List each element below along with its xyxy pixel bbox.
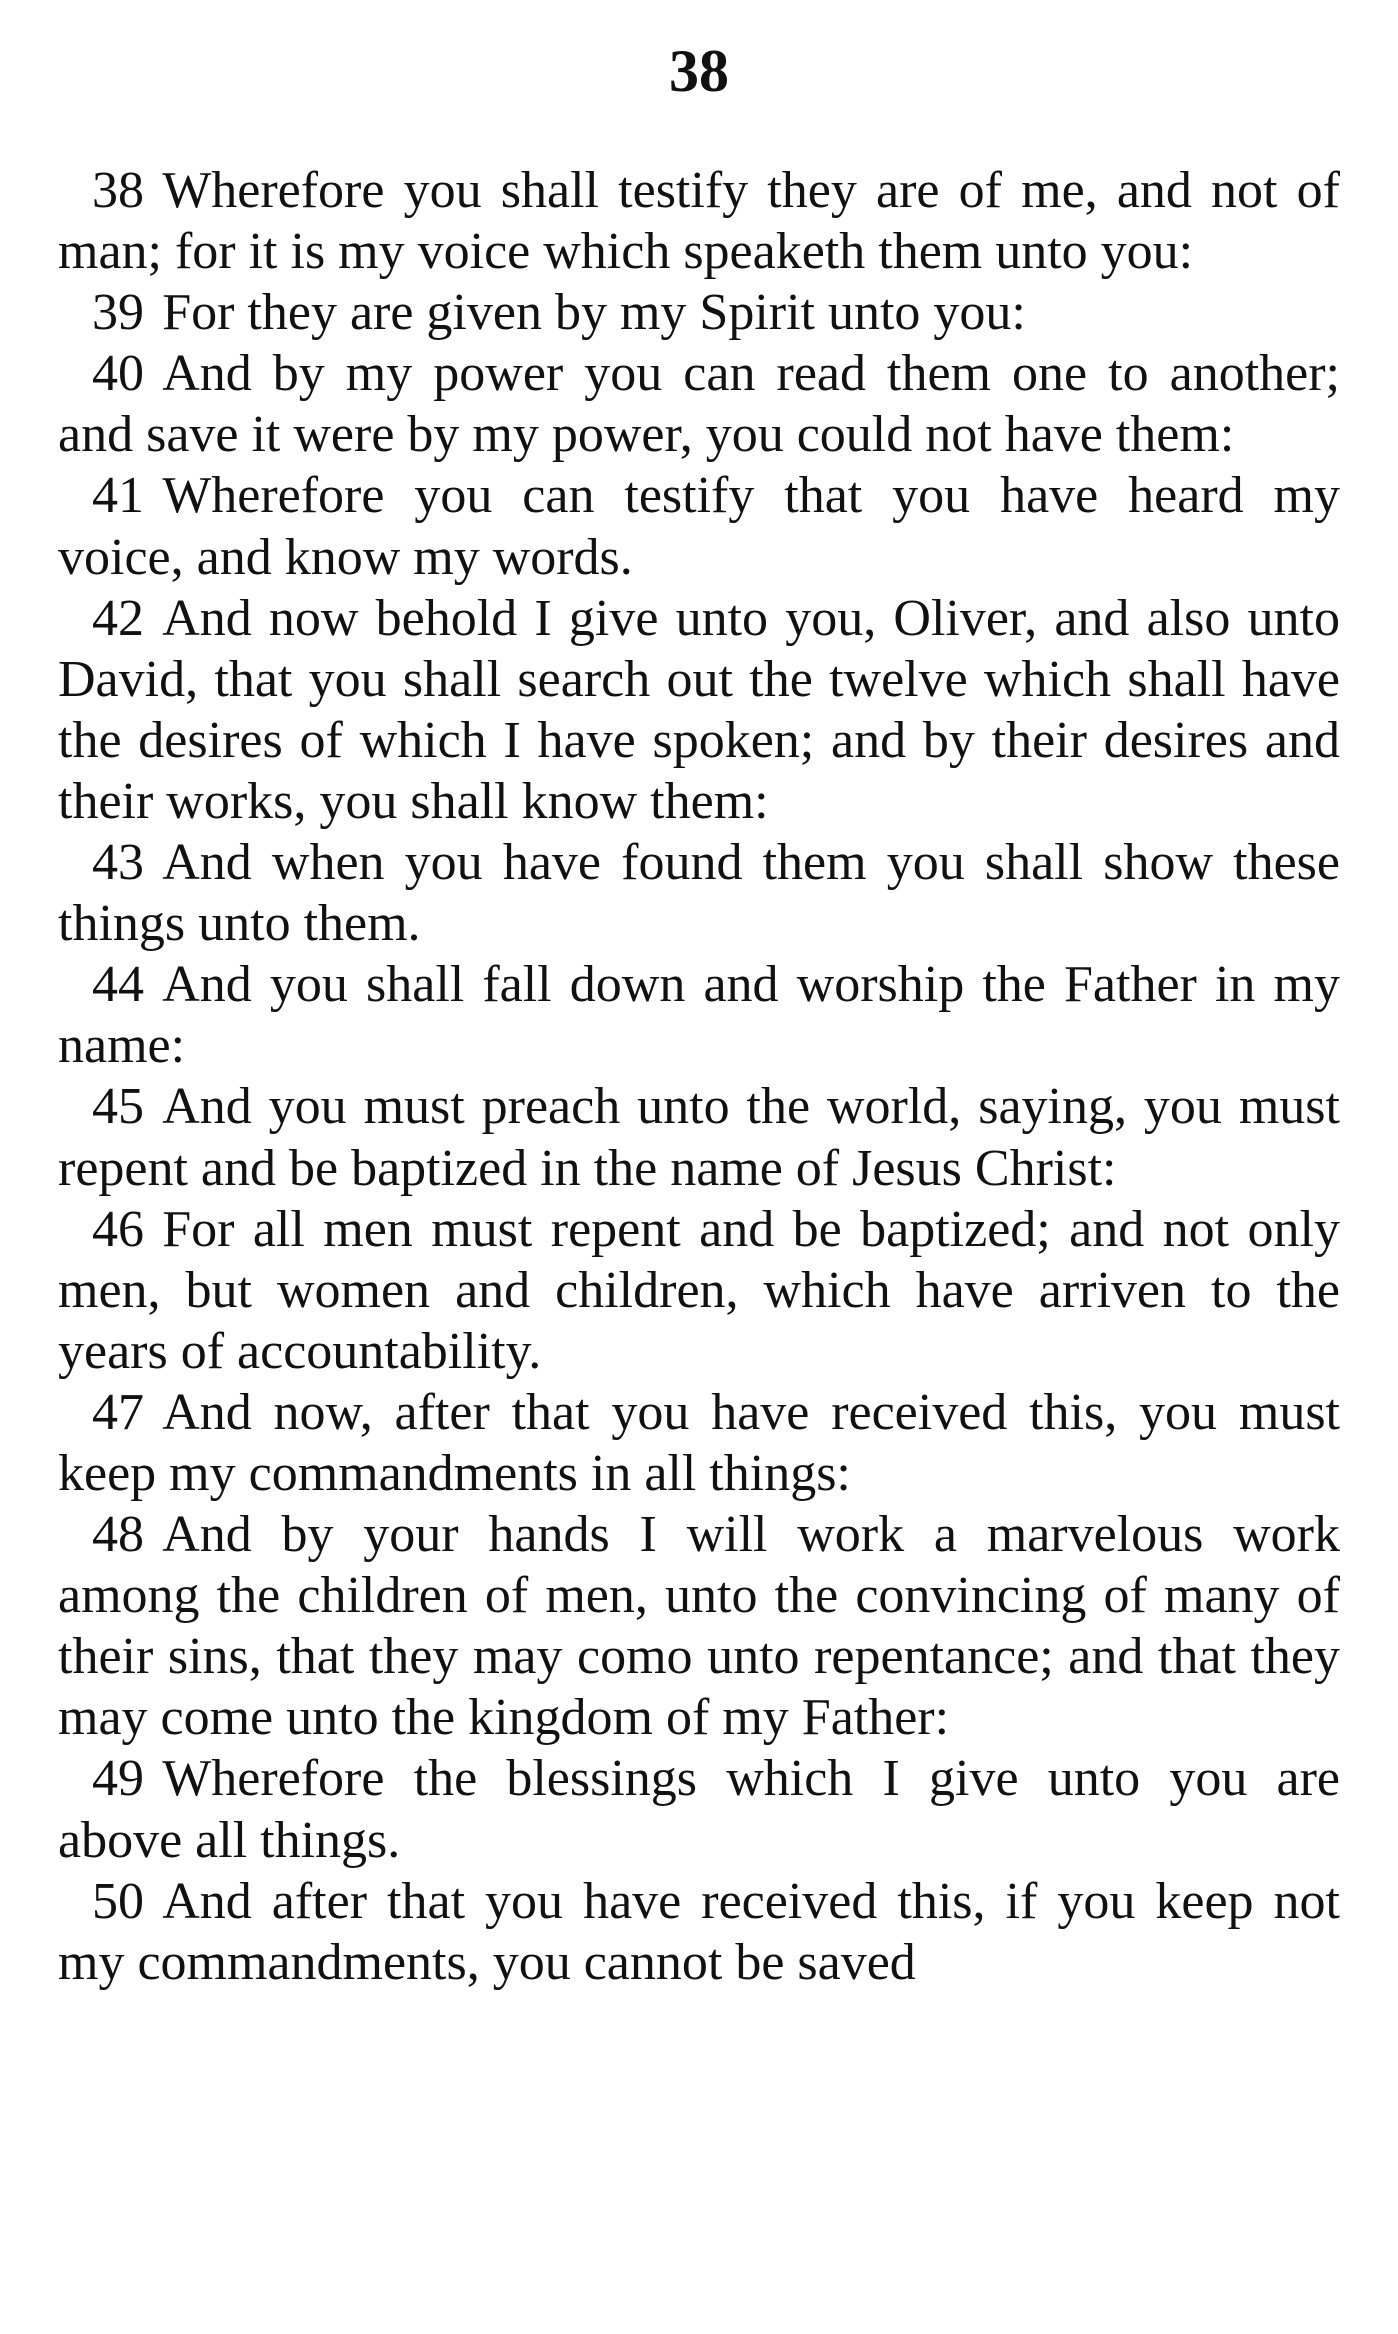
verse-text: And by your hands I will work a marvelous work among the children of men, unto the convincing of many of their sins, that they may como unto repentance; and that they may come unto the kingdom of my Father: <box>58 1506 1340 1747</box>
verse-38 <box>58 160 1340 282</box>
verse-number: 42 <box>92 589 144 647</box>
verse-number: 39 <box>92 284 144 342</box>
verse-46 <box>58 1199 1340 1382</box>
verse-text: And you must preach unto the world, saying, you must repent and be baptized in the name of Jesus Christ: <box>58 1078 1340 1197</box>
verse-number: 44 <box>92 956 144 1014</box>
verse-text: Wherefore the blessings which I give unto you are above all things. <box>58 1750 1340 1869</box>
verse-50 <box>58 1871 1340 1993</box>
verse-number: 41 <box>92 467 144 525</box>
verse-49 <box>58 1748 1340 1870</box>
verse-48 <box>58 1504 1340 1748</box>
verse-43 <box>58 832 1340 954</box>
verse-text: And now behold I give unto you, Oliver, and also unto David, that you shall search out the twelve which shall have the desires of which I have spoken; and by their desires and their works, you shall know them: <box>58 589 1340 830</box>
verse-text: And after that you have received this, if you keep not my commandments, you cannot be saved <box>58 1872 1340 1991</box>
verse-text: Wherefore you can testify that you have heard my voice, and know my words. <box>58 467 1340 586</box>
verse-45 <box>58 1076 1340 1198</box>
verse-40 <box>58 343 1340 465</box>
verse-number: 48 <box>92 1506 144 1564</box>
verse-list <box>58 160 1340 1993</box>
verse-47 <box>58 1382 1340 1504</box>
verse-text: And you shall fall down and worship the Father in my name: <box>58 956 1340 1075</box>
verse-44 <box>58 954 1340 1076</box>
verse-number: 40 <box>92 345 144 403</box>
verse-number: 49 <box>92 1750 144 1808</box>
verse-number: 47 <box>92 1383 144 1441</box>
verse-39 <box>58 282 1340 343</box>
verse-text: For all men must repent and be baptized; and not only men, but women and children, which have arriven to the years of accountability. <box>58 1200 1340 1380</box>
verse-text: And now, after that you have received this, you must keep my commandments in all things: <box>58 1383 1340 1502</box>
verse-text: Wherefore you shall testify they are of me, and not of man; for it is my voice which speaketh them unto you: <box>58 162 1340 281</box>
verse-text: And when you have found them you shall show these things unto them. <box>58 834 1340 953</box>
verse-text: And by my power you can read them one to another; and save it were by my power, you could not have them: <box>58 345 1340 464</box>
verse-41 <box>58 465 1340 587</box>
verse-number: 45 <box>92 1078 144 1136</box>
page-number: 38 <box>669 38 729 104</box>
verse-number: 43 <box>92 834 144 892</box>
verse-number: 46 <box>92 1200 144 1258</box>
verse-42 <box>58 588 1340 832</box>
verse-number: 50 <box>92 1872 144 1930</box>
verse-text: For they are given by my Spirit unto you: <box>162 284 1026 342</box>
verse-number: 38 <box>92 162 144 219</box>
